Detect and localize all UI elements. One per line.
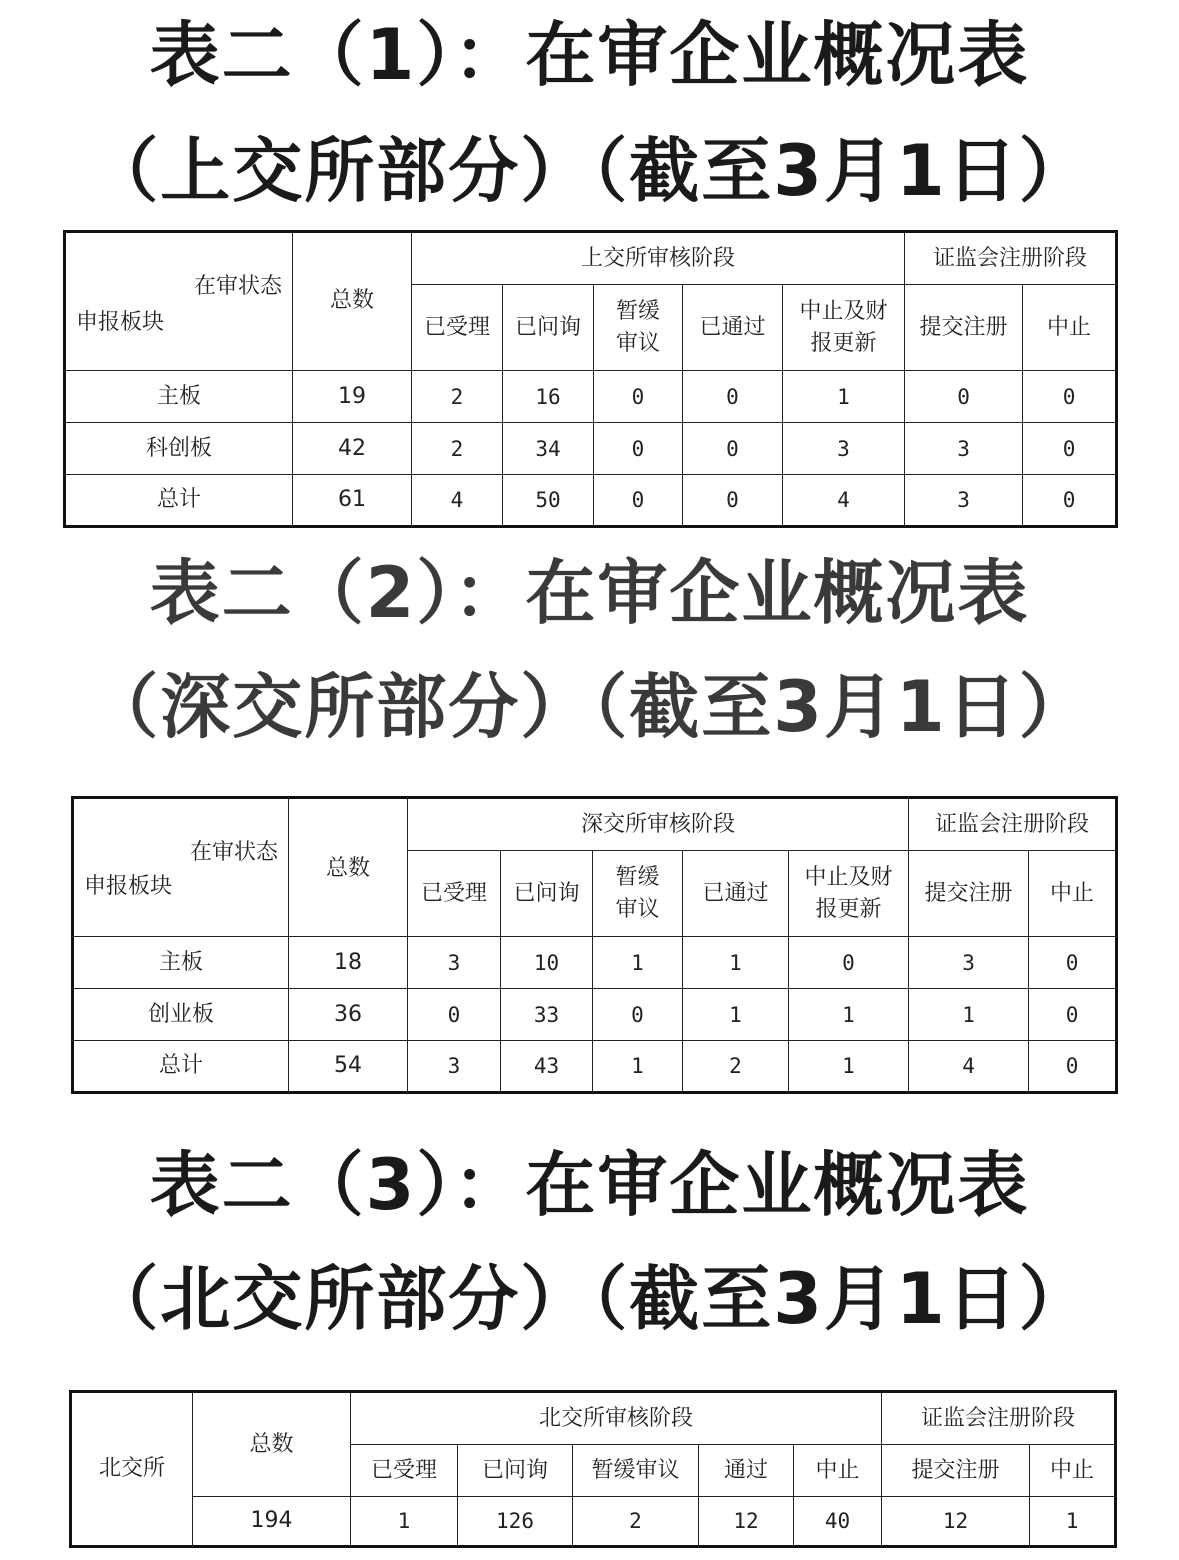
table1-title-line1: 表二（1）：在审企业概况表 bbox=[149, 14, 1030, 96]
cell: 12 bbox=[882, 1497, 1030, 1547]
cell: 3 bbox=[408, 937, 501, 989]
cell: 3 bbox=[909, 937, 1029, 989]
cell: 2 bbox=[412, 423, 503, 475]
cell: 3 bbox=[783, 423, 905, 475]
cell: 0 bbox=[408, 989, 501, 1041]
table-row bbox=[73, 1041, 1117, 1093]
exchange-stage-header: 上交所审核阶段 bbox=[412, 232, 905, 285]
cell: 34 bbox=[503, 423, 594, 475]
cell: 0 bbox=[1029, 937, 1117, 989]
cell: 1 bbox=[789, 1041, 909, 1093]
col-header: 已受理 bbox=[351, 1445, 458, 1497]
table2-title-line2: （深交所部分）（截至3月1日） bbox=[88, 666, 1091, 748]
cell: 4 bbox=[909, 1041, 1029, 1093]
cell: 33 bbox=[501, 989, 593, 1041]
cell: 1 bbox=[1030, 1497, 1116, 1547]
row-name: 总计 bbox=[65, 475, 293, 527]
cell: 12 bbox=[699, 1497, 794, 1547]
table-row bbox=[65, 475, 1117, 527]
exchange-stage-header: 深交所审核阶段 bbox=[408, 798, 909, 851]
cell: 0 bbox=[683, 475, 783, 527]
col-header: 已问询 bbox=[501, 851, 593, 937]
row-name: 主板 bbox=[73, 937, 289, 989]
col-header: 已通过 bbox=[683, 851, 789, 937]
cell: 0 bbox=[683, 371, 783, 423]
row-total: 61 bbox=[293, 475, 412, 527]
exchange-stage-header: 北交所审核阶段 bbox=[351, 1392, 882, 1445]
col-header: 中止 bbox=[1030, 1445, 1116, 1497]
cell: 0 bbox=[593, 989, 683, 1041]
cell: 4 bbox=[783, 475, 905, 527]
cell: 1 bbox=[909, 989, 1029, 1041]
cell: 50 bbox=[503, 475, 594, 527]
cell: 2 bbox=[683, 1041, 789, 1093]
col-header: 暂缓审议 bbox=[594, 285, 683, 371]
row-total: 36 bbox=[289, 989, 408, 1041]
total-header: 总数 bbox=[289, 798, 408, 937]
table-row bbox=[65, 423, 1117, 475]
col-header: 中止 bbox=[794, 1445, 882, 1497]
col-header: 中止 bbox=[1029, 851, 1117, 937]
col-header: 暂缓审议 bbox=[573, 1445, 699, 1497]
table1-title-line2: （上交所部分）（截至3月1日） bbox=[88, 130, 1091, 212]
col-header: 中止 bbox=[1023, 285, 1117, 371]
board-label: 申报板块 bbox=[84, 874, 173, 899]
cell: 16 bbox=[503, 371, 594, 423]
cell: 43 bbox=[501, 1041, 593, 1093]
cell: 40 bbox=[794, 1497, 882, 1547]
cell: 126 bbox=[458, 1497, 573, 1547]
col-header: 暂缓审议 bbox=[593, 851, 683, 937]
cell: 1 bbox=[351, 1497, 458, 1547]
col-header: 提交注册 bbox=[909, 851, 1029, 937]
cell: 0 bbox=[1023, 475, 1117, 527]
csrc-stage-header: 证监会注册阶段 bbox=[882, 1392, 1116, 1445]
col-header: 已受理 bbox=[412, 285, 503, 371]
cell: 0 bbox=[1023, 423, 1117, 475]
col-header: 中止及财报更新 bbox=[783, 285, 905, 371]
table3-title-line1: 表二（3）：在审企业概况表 bbox=[149, 1144, 1030, 1226]
col-header: 提交注册 bbox=[882, 1445, 1030, 1497]
table-row bbox=[65, 371, 1117, 423]
col-header: 已受理 bbox=[408, 851, 501, 937]
cell: 0 bbox=[1023, 371, 1117, 423]
cell: 0 bbox=[594, 475, 683, 527]
cell: 3 bbox=[408, 1041, 501, 1093]
table2-title-line1: 表二（2）：在审企业概况表 bbox=[149, 552, 1030, 634]
col-header: 提交注册 bbox=[905, 285, 1023, 371]
total-header: 总数 bbox=[193, 1392, 351, 1497]
cell: 0 bbox=[594, 423, 683, 475]
bse-table bbox=[69, 1390, 1117, 1548]
cell: 1 bbox=[593, 1041, 683, 1093]
row-total: 194 bbox=[193, 1497, 351, 1547]
csrc-stage-header: 证监会注册阶段 bbox=[909, 798, 1117, 851]
table-row bbox=[73, 937, 1117, 989]
status-label: 在审状态 bbox=[193, 274, 282, 299]
row-total: 18 bbox=[289, 937, 408, 989]
status-label: 在审状态 bbox=[189, 840, 278, 865]
total-header: 总数 bbox=[293, 232, 412, 371]
cell: 10 bbox=[501, 937, 593, 989]
table-row bbox=[73, 989, 1117, 1041]
row-total: 42 bbox=[293, 423, 412, 475]
col-header: 已通过 bbox=[683, 285, 783, 371]
row-name: 创业板 bbox=[73, 989, 289, 1041]
cell: 0 bbox=[1029, 1041, 1117, 1093]
corner-header bbox=[65, 232, 293, 371]
col-header: 中止及财报更新 bbox=[789, 851, 909, 937]
row-total: 54 bbox=[289, 1041, 408, 1093]
cell: 0 bbox=[905, 371, 1023, 423]
row-name: 主板 bbox=[65, 371, 293, 423]
col-header: 通过 bbox=[699, 1445, 794, 1497]
cell: 0 bbox=[594, 371, 683, 423]
cell: 4 bbox=[412, 475, 503, 527]
szse-table bbox=[71, 796, 1118, 1094]
exchange-name: 北交所 bbox=[71, 1392, 193, 1547]
cell: 1 bbox=[683, 937, 789, 989]
row-name: 总计 bbox=[73, 1041, 289, 1093]
cell: 2 bbox=[573, 1497, 699, 1547]
row-name: 科创板 bbox=[65, 423, 293, 475]
cell: 3 bbox=[905, 475, 1023, 527]
cell: 0 bbox=[683, 423, 783, 475]
corner-header bbox=[73, 798, 289, 937]
cell: 1 bbox=[789, 989, 909, 1041]
cell: 1 bbox=[683, 989, 789, 1041]
col-header: 已问询 bbox=[458, 1445, 573, 1497]
cell: 2 bbox=[412, 371, 503, 423]
col-header: 已问询 bbox=[503, 285, 594, 371]
cell: 0 bbox=[1029, 989, 1117, 1041]
cell: 1 bbox=[783, 371, 905, 423]
cell: 1 bbox=[593, 937, 683, 989]
table-row bbox=[71, 1497, 1116, 1547]
board-label: 申报板块 bbox=[76, 310, 165, 335]
cell: 0 bbox=[789, 937, 909, 989]
sse-table bbox=[63, 230, 1118, 528]
table3-title-line2: （北交所部分）（截至3月1日） bbox=[88, 1258, 1091, 1340]
csrc-stage-header: 证监会注册阶段 bbox=[905, 232, 1117, 285]
cell: 3 bbox=[905, 423, 1023, 475]
row-total: 19 bbox=[293, 371, 412, 423]
